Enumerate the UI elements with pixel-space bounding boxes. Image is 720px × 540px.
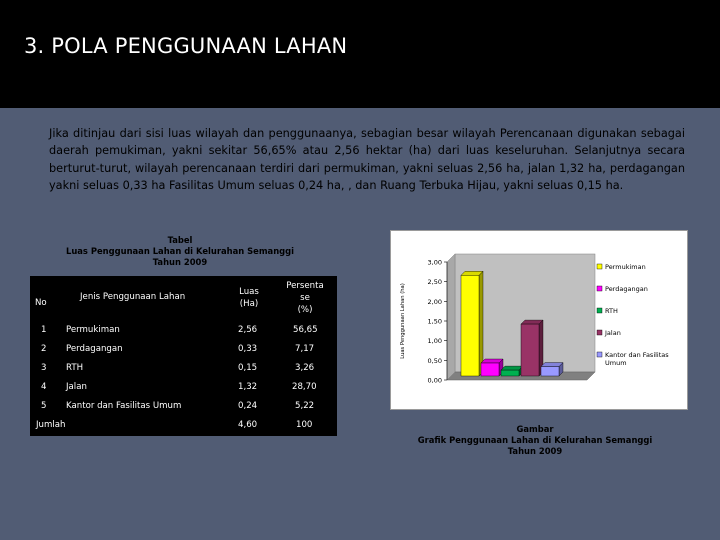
chart-svg: [391, 231, 687, 409]
table-caption-line: Tabel: [167, 235, 193, 245]
slide-title: 3. POLA PENGGUNAAN LAHAN: [24, 34, 348, 58]
legend-label: Permukiman: [605, 263, 646, 271]
bar-kantor-dan-fasilitas-umum: [541, 367, 559, 376]
row-no: 1: [41, 325, 47, 335]
y-tick-label: 2,50: [427, 278, 442, 287]
bar-top: [481, 359, 503, 363]
intro-paragraph: Jika ditinjau dari sisi luas wilayah dan penggunaanya, sebagian besar wilayah Perencanaan digunakan sebagai daerah pemukiman, yakni sekitar 56,65% atau 2,56 hektar (ha) dari luas keseluruhan. Selanjutnya secara berturut-turut, wilayah perencanaan terdiri dari permukiman, yakni seluas 2,56 ha, jalan 1,32 ha, perdagangan yakni seluas 0,33 ha Fasilitas Umum seluas 0,24 ha, , dan Ruang Terbuka Hijau, yakni seluas 0,15 ha.: [49, 127, 685, 192]
bar-top: [541, 363, 563, 367]
row-jenis: Permukiman: [66, 325, 120, 335]
header-luas: [237, 286, 261, 310]
header-jenis: Jenis Penggunaan Lahan: [80, 292, 186, 302]
total-persen: 100: [296, 420, 313, 430]
row-no: 4: [41, 382, 47, 392]
y-axis-label: Luas Penggunaan Lahan (ha): [400, 283, 406, 359]
header-persen: [282, 280, 328, 316]
bar-perdagangan: [481, 363, 499, 376]
bar-top: [521, 320, 543, 324]
row-luas: 0,33: [238, 344, 258, 354]
row-luas: 0,24: [238, 401, 258, 411]
legend-label: Perdagangan: [605, 285, 648, 293]
total-label: Jumlah: [36, 420, 66, 430]
header-no: No: [35, 298, 47, 308]
chart-side-wall: [447, 254, 455, 380]
y-tick-label: 3,00: [427, 258, 442, 267]
table-caption-line: Tahun 2009: [152, 256, 208, 267]
chart-caption-line: Grafik Penggunaan Lahan di Kelurahan Semanggi: [417, 434, 653, 445]
table-caption-line: Luas Penggunaan Lahan di Kelurahan Semanggi: [65, 245, 295, 256]
y-tick-label: 1,50: [427, 317, 442, 326]
header-luas-line: (Ha): [239, 299, 259, 309]
row-jenis: RTH: [66, 363, 84, 373]
header-persen-line: Persenta: [286, 281, 324, 291]
row-persen: 7,17: [295, 344, 315, 354]
legend-swatch: [597, 308, 602, 313]
title-bar: [0, 0, 720, 108]
row-luas: 2,56: [238, 325, 258, 335]
row-jenis: Kantor dan Fasilitas Umum: [66, 401, 182, 411]
legend-label: Kantor dan Fasilitas Umum: [605, 351, 669, 367]
legend-label: RTH: [605, 307, 618, 315]
y-tick-label: 0,00: [427, 376, 442, 385]
row-persen: 5,22: [295, 401, 315, 411]
bar-side: [479, 271, 483, 376]
chart-caption: [395, 424, 675, 456]
total-luas: 4,60: [238, 420, 258, 430]
land-use-table: [30, 276, 337, 436]
header-luas-line: Luas: [239, 287, 259, 297]
legend-swatch: [597, 286, 602, 291]
header-persen-line: (%): [297, 305, 313, 315]
row-no: 2: [41, 344, 47, 354]
legend-label: Jalan: [605, 329, 621, 337]
bar-permukiman: [461, 275, 479, 376]
bar-top: [461, 271, 483, 275]
row-persen: 3,26: [295, 363, 315, 373]
chart-caption-line: Gambar: [516, 424, 554, 434]
legend-swatch: [597, 352, 602, 357]
y-tick-label: 0,50: [427, 356, 442, 365]
table-caption: [60, 235, 300, 267]
y-tick-label: 1,00: [427, 337, 442, 346]
row-persen: 56,65: [293, 325, 318, 335]
legend-swatch: [597, 264, 602, 269]
bar-jalan: [521, 324, 539, 376]
row-jenis: Perdagangan: [66, 344, 123, 354]
bar-rth: [501, 370, 519, 376]
chart-caption-line: Tahun 2009: [507, 445, 563, 456]
header-persen-line: se: [300, 293, 310, 303]
row-luas: 0,15: [238, 363, 258, 373]
row-no: 5: [41, 401, 47, 411]
row-jenis: Jalan: [66, 382, 87, 392]
row-persen: 28,70: [292, 382, 317, 392]
y-tick-label: 2,00: [427, 297, 442, 306]
land-use-chart: [390, 230, 688, 410]
legend-swatch: [597, 330, 602, 335]
bar-top: [501, 366, 523, 370]
row-luas: 1,32: [238, 382, 258, 392]
row-no: 3: [41, 363, 47, 373]
